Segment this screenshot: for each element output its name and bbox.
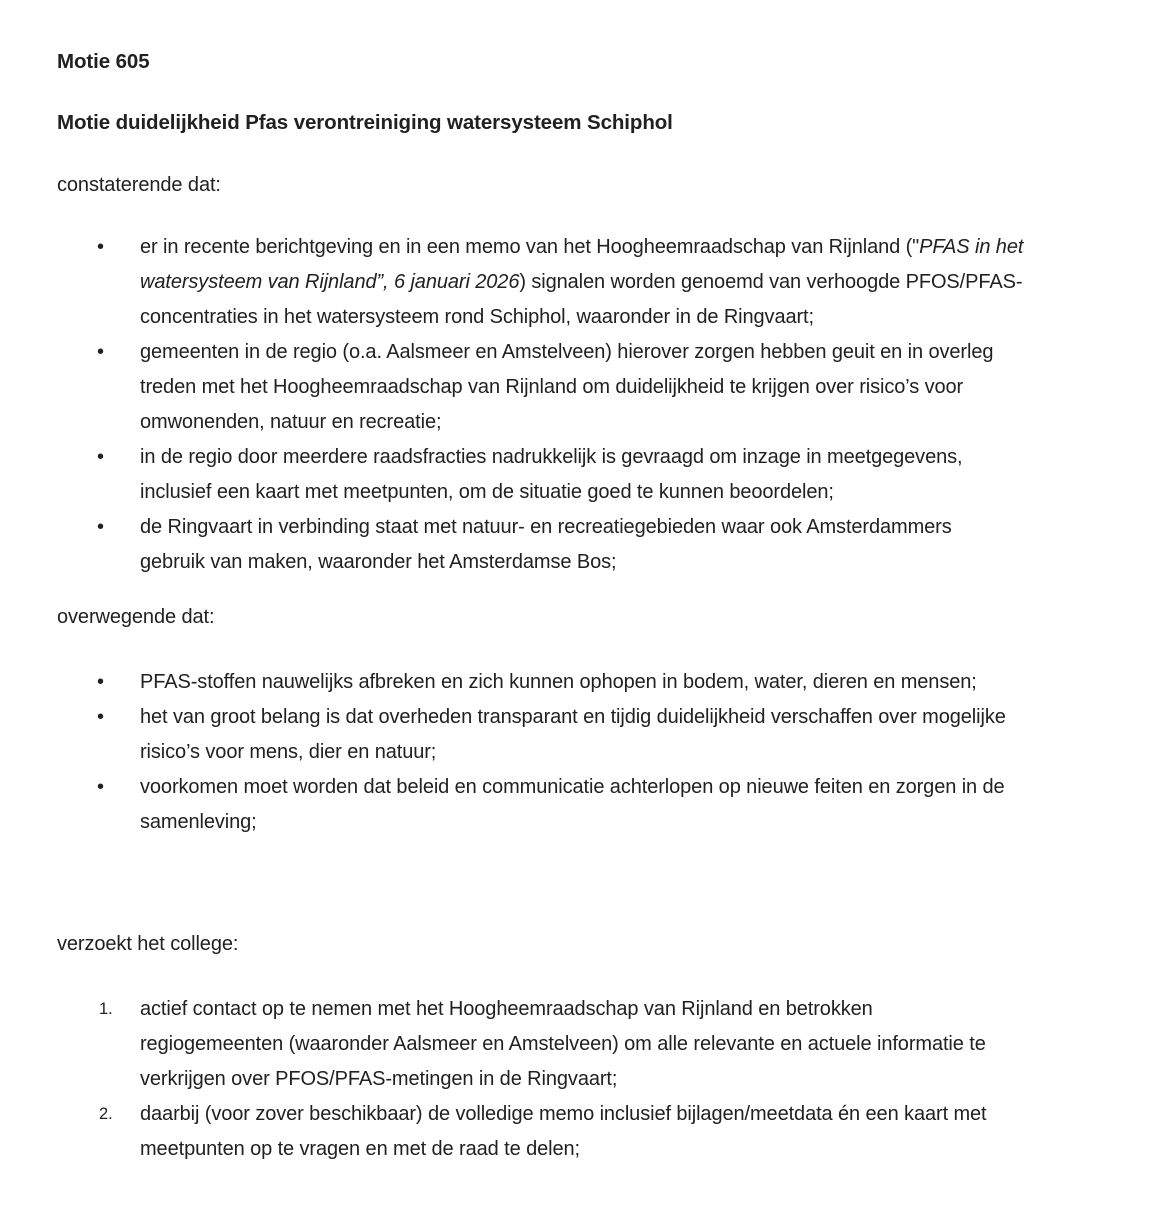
text-line: het van groot belang is dat overheden transparant en tijdig duidelijkheid verschaffen over mogelijke bbox=[140, 706, 1006, 728]
item-number: 2. bbox=[99, 1105, 113, 1123]
text-line: risico’s voor mens, dier en natuur; bbox=[140, 741, 437, 763]
text-line: daarbij (voor zover beschikbaar) de volledige memo inclusief bijlagen/meetdata én een kaart met bbox=[140, 1103, 987, 1125]
bullet-icon: • bbox=[97, 706, 104, 728]
text-line: treden met het Hoogheemraadschap van Rijnland om duidelijkheid te krijgen over risico’s voor bbox=[140, 376, 964, 398]
text-line: samenleving; bbox=[140, 811, 257, 833]
item-number: 1. bbox=[99, 1000, 113, 1018]
text-line: voorkomen moet worden dat beleid en communicatie achterlopen op nieuwe feiten en zorgen in de bbox=[140, 776, 1005, 798]
bullet-icon: • bbox=[97, 671, 104, 693]
text-segment-italic: watersysteem van Rijnland”, 6 januari 2026 bbox=[140, 271, 520, 293]
text-segment: ) signalen worden genoemd van verhoogde PFOS/PFAS- bbox=[519, 271, 1023, 293]
text-line bbox=[140, 265, 1130, 300]
text-line: gemeenten in de regio (o.a. Aalsmeer en Amstelveen) hierover zorgen hebben geuit en in overleg bbox=[140, 341, 994, 363]
bullet-item bbox=[57, 440, 1130, 510]
bullet-icon: • bbox=[97, 776, 104, 798]
section-label-overwegende: overwegende dat: bbox=[57, 606, 215, 628]
text-line: de Ringvaart in verbinding staat met natuur- en recreatiegebieden waar ook Amsterdammers bbox=[140, 516, 952, 538]
text-line: verkrijgen over PFOS/PFAS-metingen in de Ringvaart; bbox=[140, 1068, 618, 1090]
text-line bbox=[140, 230, 1130, 265]
numbered-item bbox=[57, 1097, 1130, 1167]
bullet-item bbox=[57, 770, 1130, 840]
bullet-icon: • bbox=[97, 516, 104, 538]
text-line: gebruik van maken, waaronder het Amsterdamse Bos; bbox=[140, 551, 617, 573]
motion-number-heading: Motie 605 bbox=[57, 50, 150, 73]
overwegende-list bbox=[57, 665, 1130, 840]
bullet-item bbox=[57, 510, 1130, 580]
text-line: inclusief een kaart met meetpunten, om de situatie goed te kunnen beoordelen; bbox=[140, 481, 834, 503]
text-segment: er in recente berichtgeving en in een memo van het Hoogheemraadschap van Rijnland (" bbox=[140, 236, 920, 258]
text-line: actief contact op te nemen met het Hoogheemraadschap van Rijnland en betrokken bbox=[140, 998, 873, 1020]
text-line: meetpunten op te vragen en met de raad te delen; bbox=[140, 1138, 580, 1160]
bullet-item bbox=[57, 335, 1130, 440]
text-line: omwonenden, natuur en recreatie; bbox=[140, 411, 442, 433]
text-segment-italic: PFAS in het bbox=[919, 236, 1024, 258]
bullet-icon: • bbox=[97, 341, 104, 363]
bullet-item bbox=[57, 665, 1130, 700]
bullet-item bbox=[57, 700, 1130, 770]
motion-title-heading: Motie duidelijkheid Pfas verontreiniging watersysteem Schiphol bbox=[57, 111, 673, 134]
text-line: in de regio door meerdere raadsfracties nadrukkelijk is gevraagd om inzage in meetgegevens, bbox=[140, 446, 963, 468]
section-label-constaterende: constaterende dat: bbox=[57, 174, 221, 196]
bullet-icon: • bbox=[97, 236, 104, 258]
section-label-verzoekt: verzoekt het college: bbox=[57, 933, 239, 955]
constaterende-list bbox=[57, 230, 1130, 580]
verzoekt-list bbox=[57, 992, 1130, 1167]
numbered-item bbox=[57, 992, 1130, 1097]
bullet-icon: • bbox=[97, 446, 104, 468]
text-line: concentraties in het watersysteem rond Schiphol, waaronder in de Ringvaart; bbox=[140, 306, 814, 328]
text-line: regiogemeenten (waaronder Aalsmeer en Amstelveen) om alle relevante en actuele informatie te bbox=[140, 1033, 986, 1055]
bullet-item bbox=[57, 230, 1130, 335]
text-line: PFAS-stoffen nauwelijks afbreken en zich kunnen ophopen in bodem, water, dieren en mensen; bbox=[140, 671, 977, 693]
